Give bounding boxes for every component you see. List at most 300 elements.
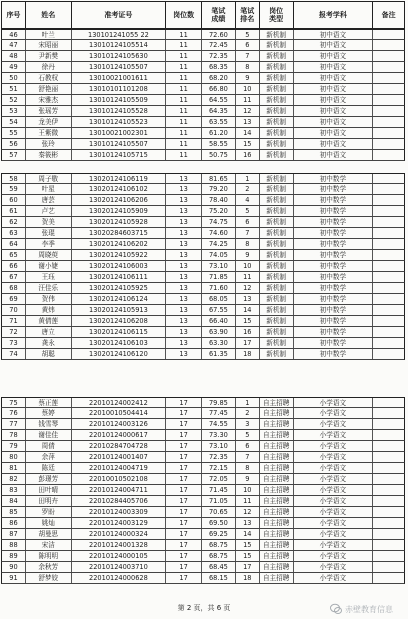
cell-name: 钱雪琴: [26, 419, 72, 429]
cell-exam-id: 22010124000324: [72, 529, 167, 539]
cell-rank: 8: [236, 239, 260, 249]
cell-name: 贺伟: [26, 294, 72, 304]
cell-subject: 初中数学: [294, 316, 374, 326]
cell-remarks: [373, 228, 404, 238]
cell-name: 龚永: [26, 338, 72, 348]
cell-remarks: [373, 117, 404, 127]
cell-exam-id: 22010124000105: [72, 551, 167, 561]
cell-name: 陈明明: [26, 551, 72, 561]
cell-name: 蔡正莲: [26, 398, 72, 407]
cell-score: 64.35: [202, 106, 236, 116]
cell-remarks: [373, 316, 404, 326]
cell-score: 74.25: [202, 239, 236, 249]
cell-seq: 84: [2, 496, 26, 506]
cell-rank: 17: [236, 338, 260, 348]
cell-seq: 50: [2, 73, 26, 83]
cell-post-type: 自主招聘: [260, 573, 294, 583]
cell-name: 蔡婷: [26, 408, 72, 418]
cell-score: 71.85: [202, 272, 236, 282]
cell-positions: 13: [166, 228, 202, 238]
table-row: [1, 408, 405, 419]
cell-seq: 74: [2, 349, 26, 359]
cell-score: 68.45: [202, 562, 236, 572]
cell-subject: 小学语文: [294, 518, 374, 528]
cell-post-type: 新机制: [260, 349, 294, 359]
cell-exam-id: 13020124105913: [72, 305, 167, 315]
cell-score: 70.65: [202, 507, 236, 517]
cell-score: 81.65: [202, 174, 236, 183]
cell-score: 68.35: [202, 62, 236, 72]
cell-subject: 小学语文: [294, 573, 374, 583]
cell-rank: 12: [236, 106, 260, 116]
cell-exam-id: 13010101101208: [72, 84, 167, 94]
cell-exam-id: 13010124105507: [72, 62, 167, 72]
cell-subject: 初中语文: [294, 95, 374, 105]
cell-name: 周晓萸: [26, 250, 72, 260]
cell-rank: 5: [236, 30, 260, 39]
cell-name: 谢小婕: [26, 261, 72, 271]
cell-remarks: [373, 408, 404, 418]
cell-exam-id: 22010124004711: [72, 485, 167, 495]
cell-post-type: 新机制: [260, 51, 294, 61]
cell-subject: 小学语文: [294, 562, 374, 572]
cell-remarks: [373, 485, 404, 495]
cell-score: 68.20: [202, 73, 236, 83]
cell-score: 79.85: [202, 398, 236, 407]
cell-remarks: [373, 562, 404, 572]
cell-rank: 11: [236, 496, 260, 506]
cell-positions: 17: [166, 408, 202, 418]
cell-rank: 16: [236, 327, 260, 337]
cell-name: 舒梦姣: [26, 573, 72, 583]
cell-subject: 小学语文: [294, 430, 374, 440]
cell-seq: 59: [2, 184, 26, 194]
cell-seq: 71: [2, 316, 26, 326]
cell-post-type: 新机制: [260, 217, 294, 227]
cell-subject: 初中数学: [294, 206, 374, 216]
cell-subject: 小学语文: [294, 540, 374, 550]
cell-exam-id: 13010124105509: [72, 95, 167, 105]
cell-rank: 5: [236, 206, 260, 216]
cell-seq: 69: [2, 294, 26, 304]
cell-remarks: [373, 73, 404, 83]
cell-post-type: 新机制: [260, 261, 294, 271]
table-section-chinese-primary: [1, 397, 405, 584]
cell-seq: 65: [2, 250, 26, 260]
cell-post-type: 自主招聘: [260, 529, 294, 539]
cell-positions: 17: [166, 496, 202, 506]
table-row: [1, 518, 405, 529]
cell-remarks: [373, 174, 404, 183]
cell-subject: 小学语文: [294, 419, 374, 429]
cell-exam-id: 13020124106103: [72, 338, 167, 348]
table-section-chinese-junior: [1, 29, 405, 161]
cell-positions: 13: [166, 305, 202, 315]
cell-exam-id: 13010124105507: [72, 139, 167, 149]
table-row: [1, 474, 405, 485]
table-row: [1, 150, 405, 161]
cell-positions: 11: [166, 117, 202, 127]
cell-rank: 14: [236, 305, 260, 315]
cell-post-type: 新机制: [260, 117, 294, 127]
cell-subject: 初中语文: [294, 150, 374, 160]
watermark-text: 赤壁教育信息: [345, 604, 393, 614]
cell-rank: 3: [236, 419, 260, 429]
cell-seq: 49: [2, 62, 26, 72]
cell-exam-id: 22010124004719: [72, 463, 167, 473]
cell-name: 龙美伊: [26, 117, 72, 127]
cell-remarks: [373, 184, 404, 194]
cell-seq: 51: [2, 84, 26, 94]
cell-seq: 61: [2, 206, 26, 216]
cell-post-type: 新机制: [260, 184, 294, 194]
cell-exam-id: 13020124106206: [72, 195, 167, 205]
cell-name: 胡聪: [26, 349, 72, 359]
table-row: [1, 62, 405, 73]
cell-seq: 52: [2, 95, 26, 105]
cell-remarks: [373, 294, 404, 304]
cell-seq: 80: [2, 452, 26, 462]
cell-exam-id: 22010284405706: [72, 496, 167, 506]
cell-remarks: [373, 217, 404, 227]
cell-rank: 11: [236, 95, 260, 105]
cell-remarks: [373, 507, 404, 517]
cell-subject: 初中数学: [294, 349, 374, 359]
table-header: [1, 1, 405, 29]
cell-remarks: [373, 529, 404, 539]
table-row: [1, 195, 405, 206]
cell-name: 宋昭丽: [26, 40, 72, 50]
cell-remarks: [373, 305, 404, 315]
cell-post-type: 自主招聘: [260, 452, 294, 462]
cell-seq: 79: [2, 441, 26, 451]
table-row: [1, 217, 405, 228]
table-row: [1, 294, 405, 305]
cell-post-type: 新机制: [260, 250, 294, 260]
cell-exam-id: 13020124106202: [72, 239, 167, 249]
cell-rank: 1: [236, 174, 260, 183]
cell-remarks: [373, 338, 404, 348]
cell-name: 彭璟芳: [26, 474, 72, 484]
cell-score: 61.20: [202, 128, 236, 138]
cell-exam-id: 13010021002301: [72, 128, 167, 138]
cell-post-type: 新机制: [260, 327, 294, 337]
cell-subject: 初中语文: [294, 84, 374, 94]
cell-post-type: 自主招聘: [260, 441, 294, 451]
cell-positions: 13: [166, 217, 202, 227]
table-row: [1, 573, 405, 584]
header-subject: 报考学科: [294, 2, 374, 28]
cell-score: 68.75: [202, 540, 236, 550]
cell-remarks: [373, 128, 404, 138]
cell-post-type: 自主招聘: [260, 408, 294, 418]
table-row: [1, 228, 405, 239]
cell-score: 61.35: [202, 349, 236, 359]
cell-name: 张玲: [26, 139, 72, 149]
cell-post-type: 自主招聘: [260, 419, 294, 429]
cell-name: 田明卉: [26, 496, 72, 506]
cell-remarks: [373, 349, 404, 359]
cell-name: 黄炜: [26, 305, 72, 315]
table-row: [1, 463, 405, 474]
table-row: [1, 441, 405, 452]
cell-exam-id: 22010124001328: [72, 540, 167, 550]
table-row: [1, 184, 405, 195]
cell-remarks: [373, 84, 404, 94]
cell-name: 张瑶芳: [26, 106, 72, 116]
cell-positions: 17: [166, 551, 202, 561]
cell-remarks: [373, 430, 404, 440]
cell-post-type: 新机制: [260, 139, 294, 149]
cell-positions: 17: [166, 540, 202, 550]
cell-subject: 初中语文: [294, 73, 374, 83]
cell-score: 73.30: [202, 430, 236, 440]
cell-remarks: [373, 239, 404, 249]
cell-positions: 13: [166, 174, 202, 183]
cell-name: 尹新樊: [26, 51, 72, 61]
cell-rank: 18: [236, 573, 260, 583]
table-row: [1, 419, 405, 430]
cell-score: 50.75: [202, 150, 236, 160]
cell-seq: 82: [2, 474, 26, 484]
cell-name: 舒艳丽: [26, 84, 72, 94]
cell-name: 胡曼思: [26, 529, 72, 539]
table-row: [1, 496, 405, 507]
table-row: [1, 95, 405, 106]
cell-exam-id: 13020124106120: [72, 349, 167, 359]
cell-positions: 11: [166, 30, 202, 39]
cell-remarks: [373, 261, 404, 271]
cell-positions: 13: [166, 327, 202, 337]
cell-rank: 5: [236, 430, 260, 440]
cell-subject: 初中数学: [294, 239, 374, 249]
table-row: [1, 239, 405, 250]
cell-score: 73.10: [202, 261, 236, 271]
cell-exam-id: 13020124106003: [72, 261, 167, 271]
cell-post-type: 自主招聘: [260, 562, 294, 572]
cell-name: 汪佳乐: [26, 283, 72, 293]
cell-subject: 初中数学: [294, 250, 374, 260]
cell-positions: 13: [166, 283, 202, 293]
cell-positions: 17: [166, 398, 202, 407]
cell-positions: 11: [166, 62, 202, 72]
cell-exam-id: 22010124003129: [72, 518, 167, 528]
cell-name: 张琨: [26, 228, 72, 238]
cell-post-type: 新机制: [260, 195, 294, 205]
cell-subject: 初中数学: [294, 228, 374, 238]
cell-post-type: 自主招聘: [260, 398, 294, 407]
cell-score: 66.40: [202, 316, 236, 326]
cell-post-type: 新机制: [260, 95, 294, 105]
cell-subject: 初中数学: [294, 195, 374, 205]
cell-positions: 17: [166, 507, 202, 517]
cell-seq: 63: [2, 228, 26, 238]
cell-post-type: 自主招聘: [260, 496, 294, 506]
cell-remarks: [373, 250, 404, 260]
cell-exam-id: 22010124000617: [72, 430, 167, 440]
table-row: [1, 430, 405, 441]
cell-exam-id: 13010124105514: [72, 40, 167, 50]
cell-seq: 47: [2, 40, 26, 50]
cell-rank: 6: [236, 217, 260, 227]
cell-exam-id: 13010124105630: [72, 51, 167, 61]
cell-name: 秦筱彬: [26, 150, 72, 160]
table-row: [1, 250, 405, 261]
cell-score: 72.45: [202, 40, 236, 50]
cell-remarks: [373, 272, 404, 282]
cell-positions: 11: [166, 84, 202, 94]
cell-rank: 10: [236, 84, 260, 94]
header-rank: 笔试 排名: [236, 2, 260, 28]
cell-positions: 11: [166, 40, 202, 50]
cell-remarks: [373, 452, 404, 462]
wechat-icon: [330, 603, 342, 615]
cell-exam-id: 13020124105909: [72, 206, 167, 216]
table-row: [1, 29, 405, 40]
cell-score: 63.30: [202, 338, 236, 348]
cell-exam-id: 13020124106124: [72, 294, 167, 304]
table-row: [1, 261, 405, 272]
table-row: [1, 540, 405, 551]
cell-remarks: [373, 551, 404, 561]
cell-rank: 14: [236, 128, 260, 138]
cell-positions: 17: [166, 573, 202, 583]
cell-remarks: [373, 195, 404, 205]
cell-seq: 68: [2, 283, 26, 293]
cell-post-type: 新机制: [260, 283, 294, 293]
cell-rank: 17: [236, 562, 260, 572]
cell-rank: 15: [236, 316, 260, 326]
cell-subject: 初中数学: [294, 283, 374, 293]
table-row: [1, 84, 405, 95]
cell-post-type: 新机制: [260, 239, 294, 249]
cell-subject: 初中数学: [294, 272, 374, 282]
cell-remarks: [373, 419, 404, 429]
cell-subject: 小学语文: [294, 529, 374, 539]
cell-rank: 7: [236, 228, 260, 238]
cell-score: 74.75: [202, 217, 236, 227]
watermark: [330, 603, 393, 615]
cell-exam-id: 22010124003126: [72, 419, 167, 429]
cell-score: 77.45: [202, 408, 236, 418]
cell-name: 徐丹: [26, 62, 72, 72]
cell-post-type: 自主招聘: [260, 540, 294, 550]
cell-rank: 9: [236, 250, 260, 260]
header-post-type: 岗位 类型: [260, 2, 294, 28]
cell-positions: 13: [166, 239, 202, 249]
cell-subject: 初中语文: [294, 30, 374, 39]
cell-positions: 13: [166, 206, 202, 216]
header-remarks: 备注: [381, 11, 396, 19]
cell-seq: 90: [2, 562, 26, 572]
table-row: [1, 128, 405, 139]
cell-positions: 17: [166, 463, 202, 473]
cell-post-type: 新机制: [260, 128, 294, 138]
cell-post-type: 自主招聘: [260, 518, 294, 528]
cell-subject: 初中语文: [294, 139, 374, 149]
cell-remarks: [373, 62, 404, 72]
cell-subject: 初中数学: [294, 217, 374, 227]
table-row: [1, 40, 405, 51]
table-row: [1, 272, 405, 283]
cell-score: 67.55: [202, 305, 236, 315]
cell-positions: 13: [166, 349, 202, 359]
cell-score: 69.25: [202, 529, 236, 539]
cell-seq: 53: [2, 106, 26, 116]
cell-score: 68.15: [202, 573, 236, 583]
cell-name: 余秋芳: [26, 562, 72, 572]
cell-exam-id: 13020124106208: [72, 316, 167, 326]
cell-post-type: 自主招聘: [260, 551, 294, 561]
table-row: [1, 338, 405, 349]
cell-score: 79.20: [202, 184, 236, 194]
cell-seq: 57: [2, 150, 26, 160]
cell-name: 宋雅杰: [26, 95, 72, 105]
table-row: [1, 452, 405, 463]
header-exam-id: 准考证号: [72, 2, 167, 28]
cell-positions: 17: [166, 419, 202, 429]
cell-subject: 小学语文: [294, 441, 374, 451]
cell-post-type: 自主招聘: [260, 430, 294, 440]
cell-score: 75.20: [202, 206, 236, 216]
cell-positions: 13: [166, 294, 202, 304]
table-row: [1, 551, 405, 562]
cell-exam-id: 13020124106119: [72, 174, 167, 183]
cell-post-type: 自主招聘: [260, 507, 294, 517]
cell-name: 陈廷: [26, 463, 72, 473]
table-row: [1, 305, 405, 316]
cell-post-type: 新机制: [260, 206, 294, 216]
cell-post-type: 自主招聘: [260, 463, 294, 473]
cell-remarks: [373, 40, 404, 50]
cell-rank: 15: [236, 540, 260, 550]
cell-score: 72.15: [202, 463, 236, 473]
cell-post-type: 新机制: [260, 316, 294, 326]
cell-subject: 小学语文: [294, 507, 374, 517]
cell-seq: 86: [2, 518, 26, 528]
table-row: [1, 283, 405, 294]
table-row: [1, 349, 405, 360]
cell-remarks: [373, 30, 404, 39]
cell-subject: 初中数学: [294, 305, 374, 315]
cell-post-type: 自主招聘: [260, 485, 294, 495]
cell-name: 唐立: [26, 327, 72, 337]
cell-post-type: 新机制: [260, 228, 294, 238]
cell-post-type: 新机制: [260, 150, 294, 160]
cell-remarks: [373, 398, 404, 407]
cell-rank: 1: [236, 398, 260, 407]
cell-exam-id: 13020124106102: [72, 184, 167, 194]
cell-exam-id: 13020124106115: [72, 327, 167, 337]
cell-seq: 58: [2, 174, 26, 183]
cell-name: 田叶晴: [26, 485, 72, 495]
cell-subject: 小学语文: [294, 452, 374, 462]
cell-remarks: [373, 95, 404, 105]
cell-remarks: [373, 496, 404, 506]
table-row: [1, 117, 405, 128]
cell-seq: 55: [2, 128, 26, 138]
table-row: [1, 397, 405, 408]
cell-remarks: [373, 106, 404, 116]
cell-score: 63.90: [202, 327, 236, 337]
cell-positions: 13: [166, 195, 202, 205]
cell-seq: 46: [2, 30, 26, 39]
cell-seq: 67: [2, 272, 26, 282]
cell-name: 宋洁: [26, 540, 72, 550]
cell-remarks: [373, 518, 404, 528]
cell-seq: 75: [2, 398, 26, 407]
cell-exam-id: 22010124003309: [72, 507, 167, 517]
